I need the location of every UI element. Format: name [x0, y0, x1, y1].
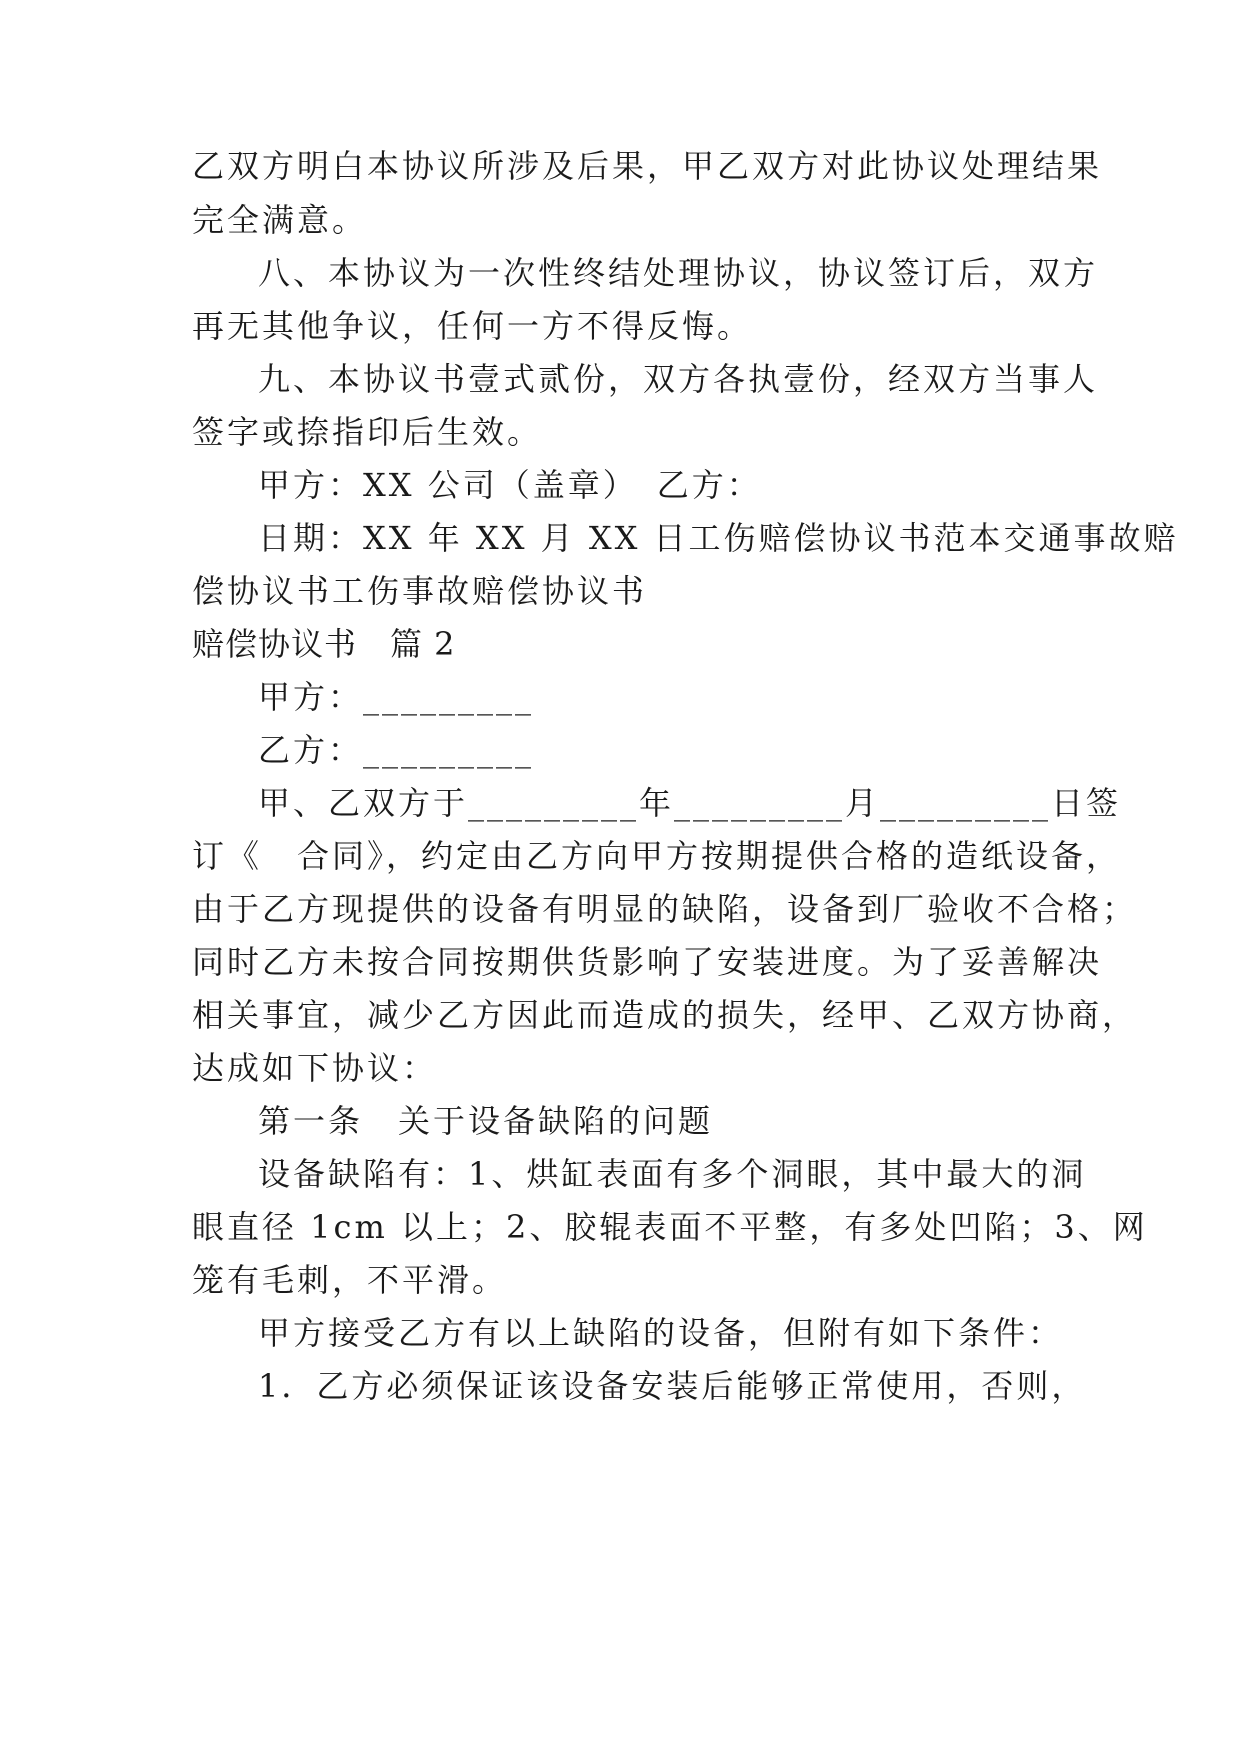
text-line: 甲、乙双方于_________年_________月_________日签 — [258, 784, 1122, 822]
text-line: 甲方接受乙方有以上缺陷的设备，但附有如下条件： — [258, 1314, 1064, 1352]
party-a-field: 甲方：_________ — [258, 678, 535, 716]
text-line: 签字或捺指印后生效。 — [192, 413, 543, 451]
clause-9: 九、本协议书壹式贰份，双方各执壹份，经双方当事人 — [258, 360, 1099, 398]
section-title: 赔偿协议书 篇 2 — [192, 625, 456, 663]
text-line: 再无其他争议，任何一方不得反悔。 — [192, 307, 753, 345]
text-line: 相关事宜，减少乙方因此而造成的损失，经甲、乙双方协商， — [192, 996, 1138, 1034]
text-line: 完全满意。 — [192, 201, 368, 239]
date-line: 日期：XX 年 XX 月 XX 日工伤赔偿协议书范本交通事故赔 — [258, 519, 1179, 557]
text-line: 达成如下协议： — [192, 1049, 438, 1087]
text-line: 眼直径 1cm 以上；2、胶辊表面不平整，有多处凹陷；3、网 — [192, 1208, 1148, 1246]
text-line: 设备缺陷有：1、烘缸表面有多个洞眼，其中最大的洞 — [258, 1155, 1087, 1193]
text-line: 笼有毛刺，不平滑。 — [192, 1261, 508, 1299]
text-line: 订《 合同》，约定由乙方向甲方按期提供合格的造纸设备， — [192, 837, 1122, 875]
text-line: 乙双方明白本协议所涉及后果，甲乙双方对此协议处理结果 — [192, 147, 1103, 185]
signature-line: 甲方：XX 公司（盖章） 乙方： — [258, 466, 762, 504]
text-line: 由于乙方现提供的设备有明显的缺陷，设备到厂验收不合格； — [192, 890, 1138, 928]
article-1-title: 第一条 关于设备缺陷的问题 — [258, 1102, 714, 1140]
party-b-field: 乙方：_________ — [258, 731, 535, 769]
text-line: 1．乙方必须保证该设备安装后能够正常使用，否则， — [258, 1367, 1087, 1405]
clause-8: 八、本协议为一次性终结处理协议，协议签订后，双方 — [258, 254, 1099, 292]
text-line: 偿协议书工伤事故赔偿协议书 — [192, 572, 648, 610]
text-line: 同时乙方未按合同按期供货影响了安装进度。为了妥善解决 — [192, 943, 1103, 981]
